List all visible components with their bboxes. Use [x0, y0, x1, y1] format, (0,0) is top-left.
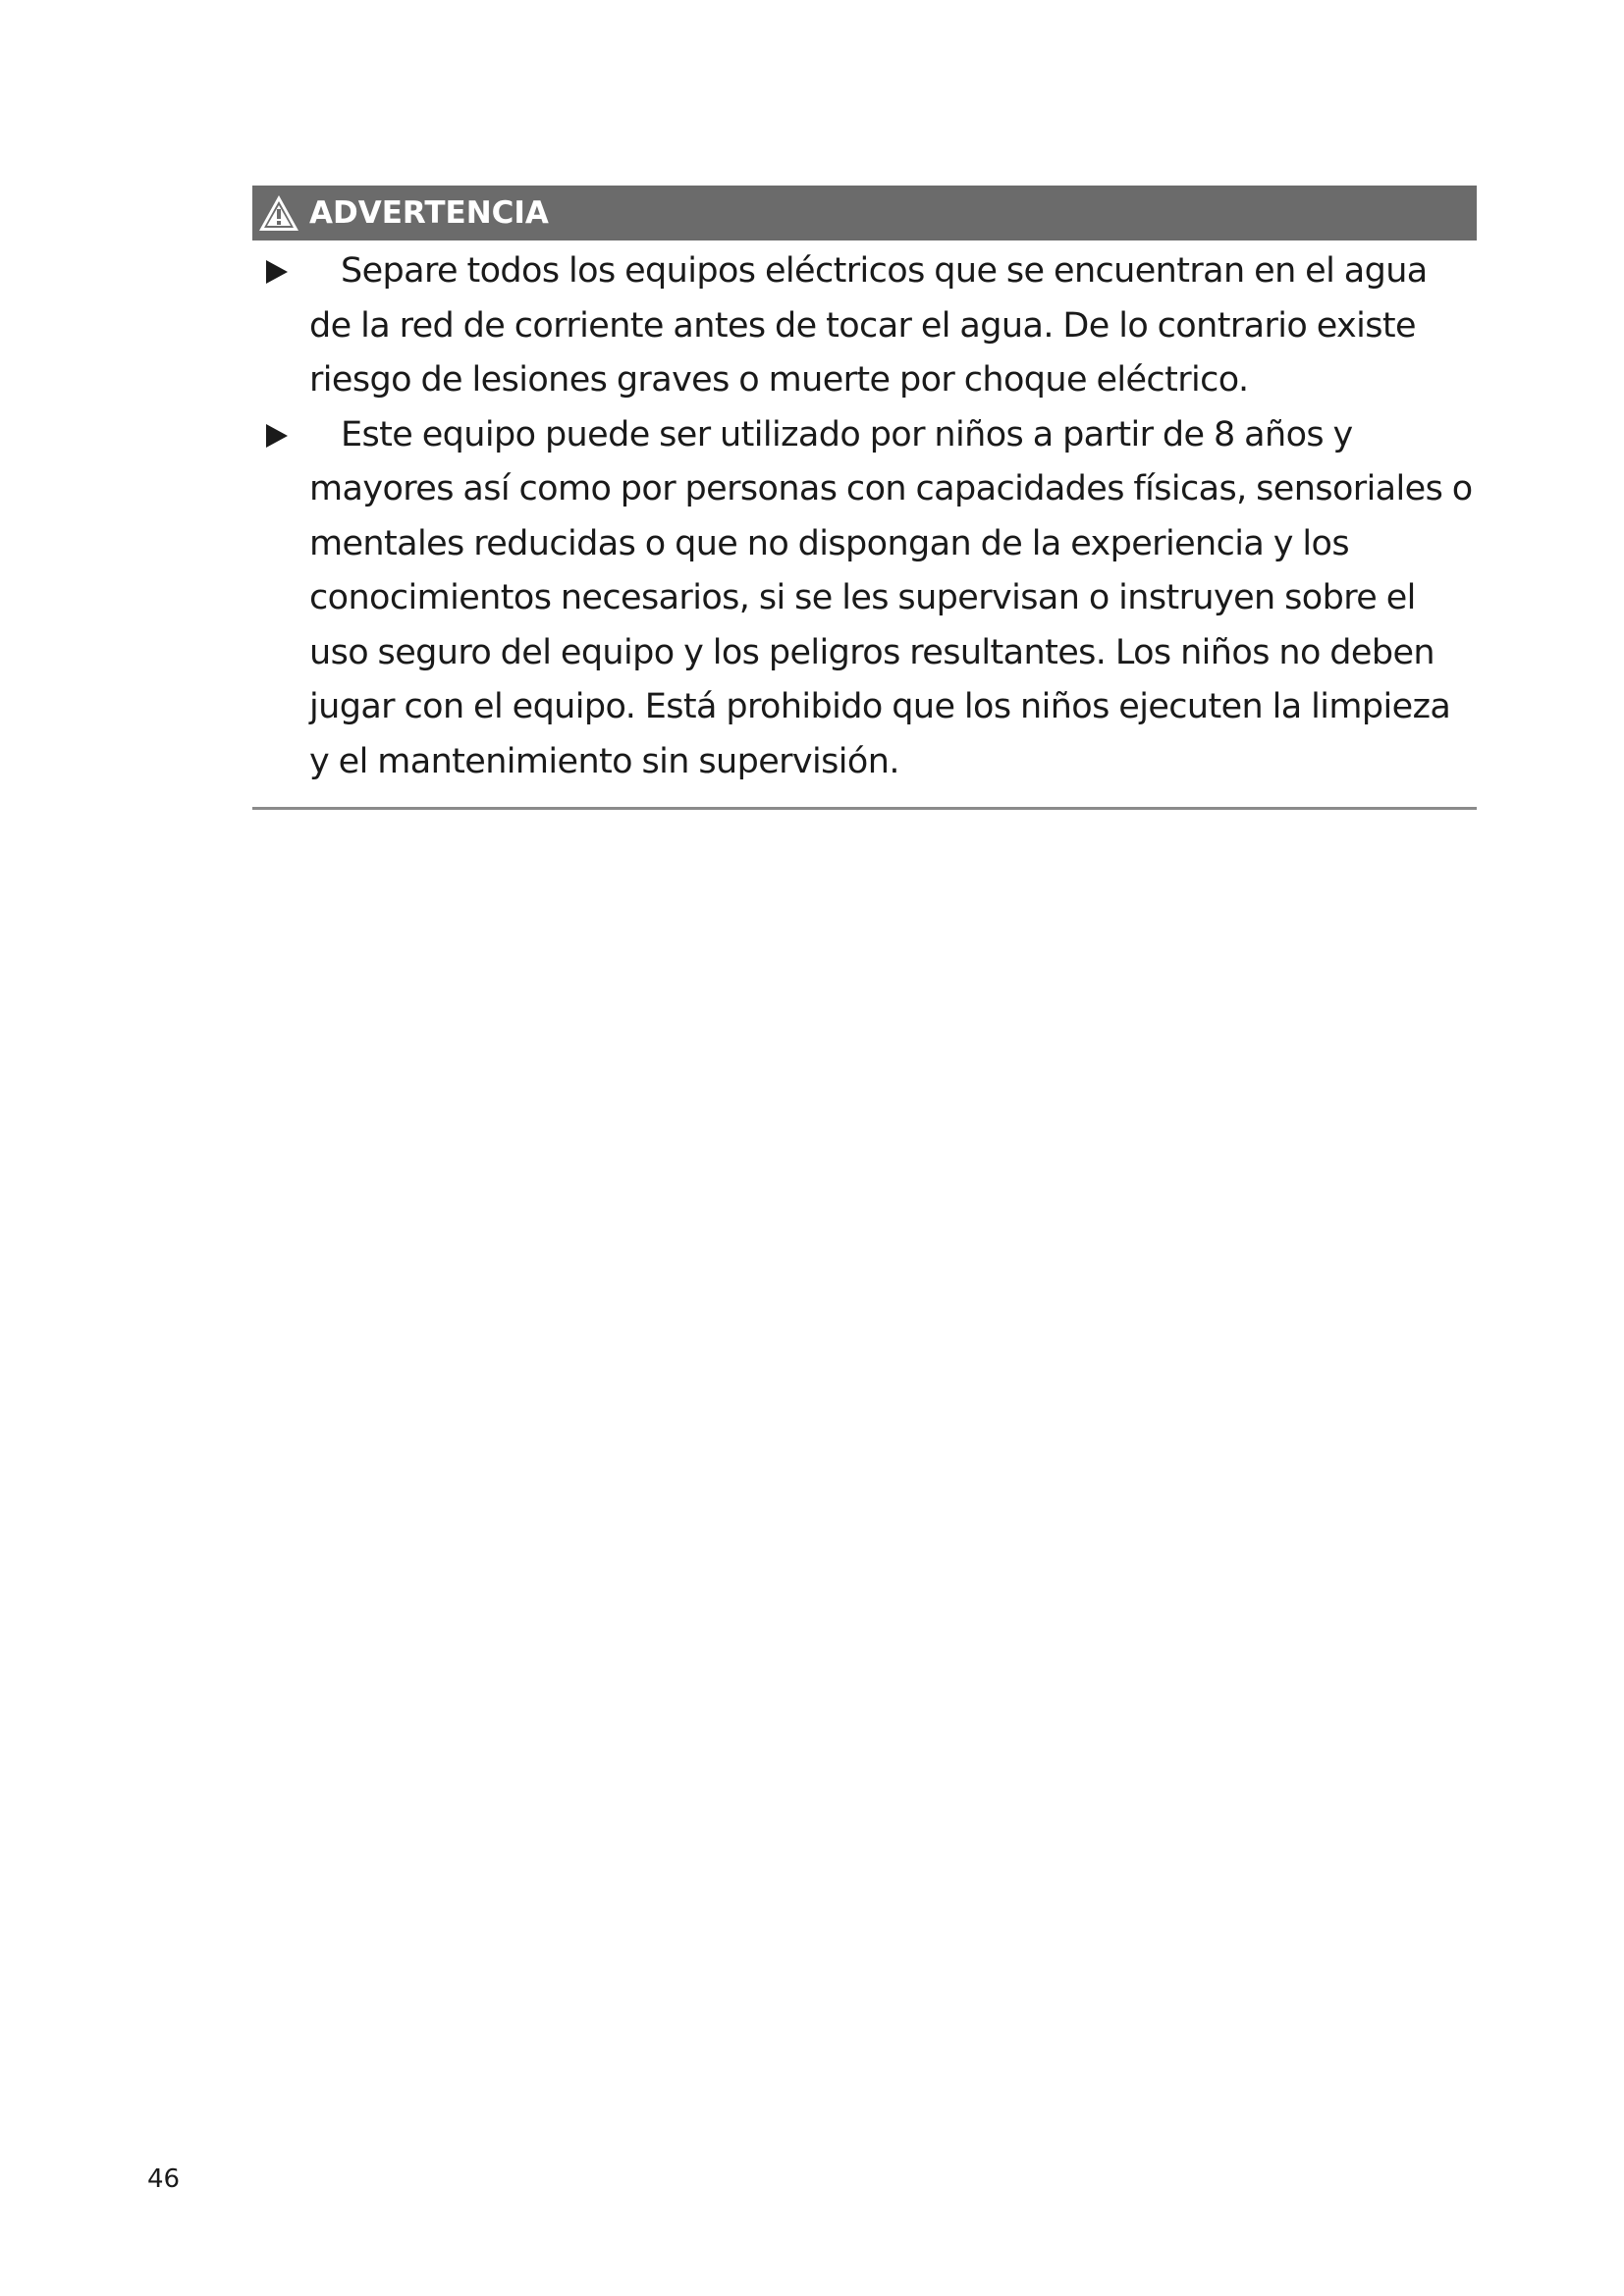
warning-item-text: Este equipo puede ser utilizado por niños a partir de 8 años y mayores así como por personas con capacidades físicas, sensoriales o mentales reducidas o que no dispongan de la experiencia y los conocimientos necesarios, si se les supervisan o instruyen sobre el uso seguro del equipo y los peligros resultantes. Los niños no deben jugar con el equipo. Está prohibido que los niños ejecuten la limpieza y el mantenimiento sin supervisión. — [309, 414, 1473, 781]
warning-item-text: Separe todos los equipos eléctricos que se encuentran en el agua de la red de corriente antes de tocar el agua. De lo contrario existe riesgo de lesiones graves o muerte por choque eléctrico. — [309, 251, 1428, 400]
warning-triangle-icon — [256, 192, 301, 234]
warning-header — [252, 186, 1477, 240]
page-number: 46 — [147, 2164, 181, 2194]
warning-block — [252, 186, 1477, 810]
warning-item — [252, 408, 1477, 790]
bullet-arrow-icon — [266, 424, 288, 448]
warning-bottom-rule — [252, 807, 1477, 810]
warning-list — [252, 244, 1477, 789]
bullet-arrow-icon — [266, 260, 288, 284]
warning-title: ADVERTENCIA — [309, 194, 549, 231]
warning-item — [252, 244, 1477, 408]
